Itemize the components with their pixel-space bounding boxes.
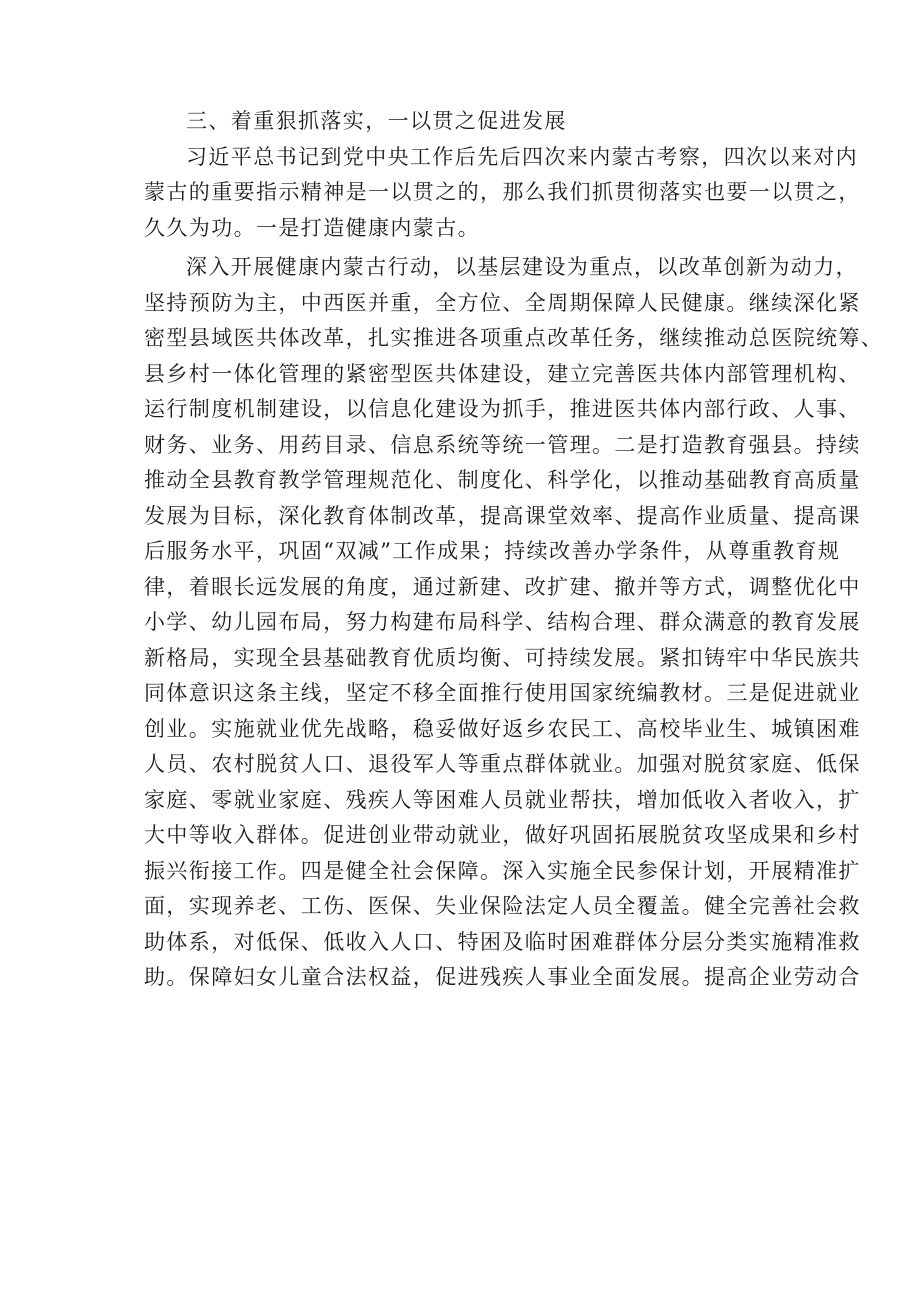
main-line: 新格局，实现全县基础教育优质均衡、可持续发展。紧扣铸牢中华民族共 [144,645,861,670]
main-line: 同体意识这条主线，坚定不移全面推行使用国家统编教材。三是促进就业 [144,681,861,705]
main-line: 坚持预防为主，中西医并重，全方位、全周期保障人民健康。继续深化紧 [144,290,861,315]
intro-line: 蒙古的重要指示精神是一以贯之的，那么我们抓贯彻落实也要一以贯之， [144,180,861,204]
main-line: 发展为目标，深化教育体制改革，提高课堂效率、提高作业质量、提高课 [144,503,861,528]
main-line: 家庭、零就业家庭、残疾人等困难人员就业帮扶，增加低收入者收入，扩 [144,787,861,812]
main-line: 人员、农村脱贫人口、退役军人等重点群体就业。加强对脱贫家庭、低保 [144,752,861,776]
main-line: 小学、幼儿园布局，努力构建布局科学、结构合理、群众满意的教育发展 [144,610,861,634]
section-heading: 三、着重狠抓落实，一以贯之促进发展 [186,109,567,133]
main-line: 律，着眼长远发展的角度，通过新建、改扩建、撤并等方式，调整优化中 [144,574,861,599]
main-line: 面，实现养老、工伤、医保、失业保险法定人员全覆盖。健全完善社会救 [144,894,861,918]
main-line: 后服务水平，巩固“双减”工作成果；持续改善办学条件，从尊重教育规 [144,539,841,563]
intro-paragraph [144,140,861,247]
main-line: 创业。实施就业优先战略，稳妥做好返乡农民工、高校毕业生、城镇困难 [144,716,861,741]
main-line: 密型县域医共体改革，扎实推进各项重点改革任务，继续推动总医院统筹、 [144,326,884,350]
main-line: 大中等收入群体。促进创业带动就业，做好巩固拓展脱贫攻坚成果和乡村 [144,823,861,847]
intro-line: 久久为功。一是打造健康内蒙古。 [144,215,480,240]
main-line: 推动全县教育教学管理规范化、制度化、科学化，以推动基础教育高质量 [144,468,861,492]
main-line: 财务、业务、用药目录、信息系统等统一管理。二是打造教育强县。持续 [144,432,861,457]
main-line: 深入开展健康内蒙古行动，以基层建设为重点，以改革创新为动力， [186,255,858,279]
main-paragraph [144,250,884,996]
main-line: 助体系，对低保、低收入人口、特困及临时困难群体分层分类实施精准救 [144,929,861,954]
main-line: 助。保障妇女儿童合法权益，促进残疾人事业全面发展。提高企业劳动合 [144,965,861,989]
document-body [144,104,884,996]
intro-line: 习近平总书记到党中央工作后先后四次来内蒙古考察，四次以来对内 [186,144,858,169]
main-line: 振兴衔接工作。四是健全社会保障。深入实施全民参保计划，开展精准扩 [144,858,861,883]
main-line: 运行制度机制建设，以信息化建设为抓手，推进医共体内部行政、人事、 [144,397,861,421]
main-line: 县乡村一体化管理的紧密型医共体建设，建立完善医共体内部管理机构、 [144,361,861,386]
